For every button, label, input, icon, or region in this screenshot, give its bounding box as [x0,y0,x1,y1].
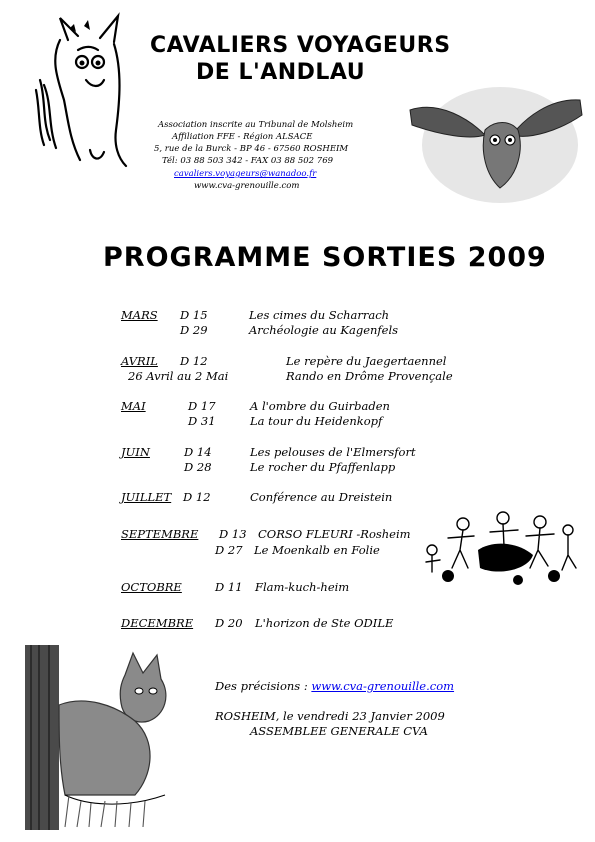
month-juillet: JUILLET [121,490,172,504]
event: Flam-kuch-heim [255,580,350,594]
carnival-illustration [418,510,588,592]
association-line: Association inscrite au Tribunal de Molsheim [158,120,354,130]
event: Archéologie au Kagenfels [249,323,399,337]
program-title: PROGRAMME SORTIES 2009 [103,242,547,273]
date: D 20 [215,616,243,630]
phone-line: Tél: 03 88 503 342 - FAX 03 88 502 769 [162,156,334,166]
affiliation-line: Affiliation FFE - Région ALSACE [172,132,313,142]
event: Le Moenkalb en Folie [254,543,380,557]
date: 26 Avril au 2 Mai [128,369,229,383]
event: Le rocher du Pfaffenlapp [250,460,396,474]
details-label: Des précisions : [215,679,308,693]
date: D 12 [180,354,208,368]
month-juin: JUIN [121,445,150,459]
website-text: www.cva-grenouille.com [194,181,300,191]
meeting-title: ASSEMBLEE GENERALE CVA [250,724,428,738]
date: D 31 [188,414,216,428]
email-link[interactable]: cavaliers.voyageurs@wanadoo.fr [174,169,317,179]
date: D 27 [215,543,243,557]
event: Conférence au Dreistein [250,490,393,504]
date: D 12 [183,490,211,504]
month-avril: AVRIL [121,354,158,368]
horse-illustration [30,10,140,175]
event: La tour du Heidenkopf [250,414,383,428]
event: Les cimes du Scharrach [249,308,390,322]
month-septembre: SEPTEMBRE [121,527,199,541]
event: A l'ombre du Guirbaden [250,399,390,413]
event: L'horizon de Ste ODILE [255,616,394,630]
owl-illustration [400,80,590,220]
date: D 17 [188,399,216,413]
club-name-line2: DE L'ANDLAU [196,60,366,85]
date: D 28 [184,460,212,474]
month-decembre: DECEMBRE [121,616,194,630]
address-line: 5, rue de la Burck - BP 46 - 67560 ROSHEIM [154,144,349,154]
date: D 29 [180,323,208,337]
cat-illustration [25,645,195,830]
month-mars: MARS [121,308,158,322]
website-link[interactable]: www.cva-grenouille.com [311,679,455,693]
meeting-line: ROSHEIM, le vendredi 23 Janvier 2009 [215,709,445,723]
event: CORSO FLEURI -Rosheim [258,527,411,541]
date: D 15 [180,308,208,322]
event: Le repère du Jaegertaennel [286,354,447,368]
event: Rando en Drôme Provençale [286,369,453,383]
date: D 13 [219,527,247,541]
date: D 14 [184,445,212,459]
event: Les pelouses de l'Elmersfort [250,445,416,459]
month-octobre: OCTOBRE [121,580,182,594]
date: D 11 [215,580,243,594]
month-mai: MAI [121,399,146,413]
club-name-line1: CAVALIERS VOYAGEURS [150,33,451,58]
